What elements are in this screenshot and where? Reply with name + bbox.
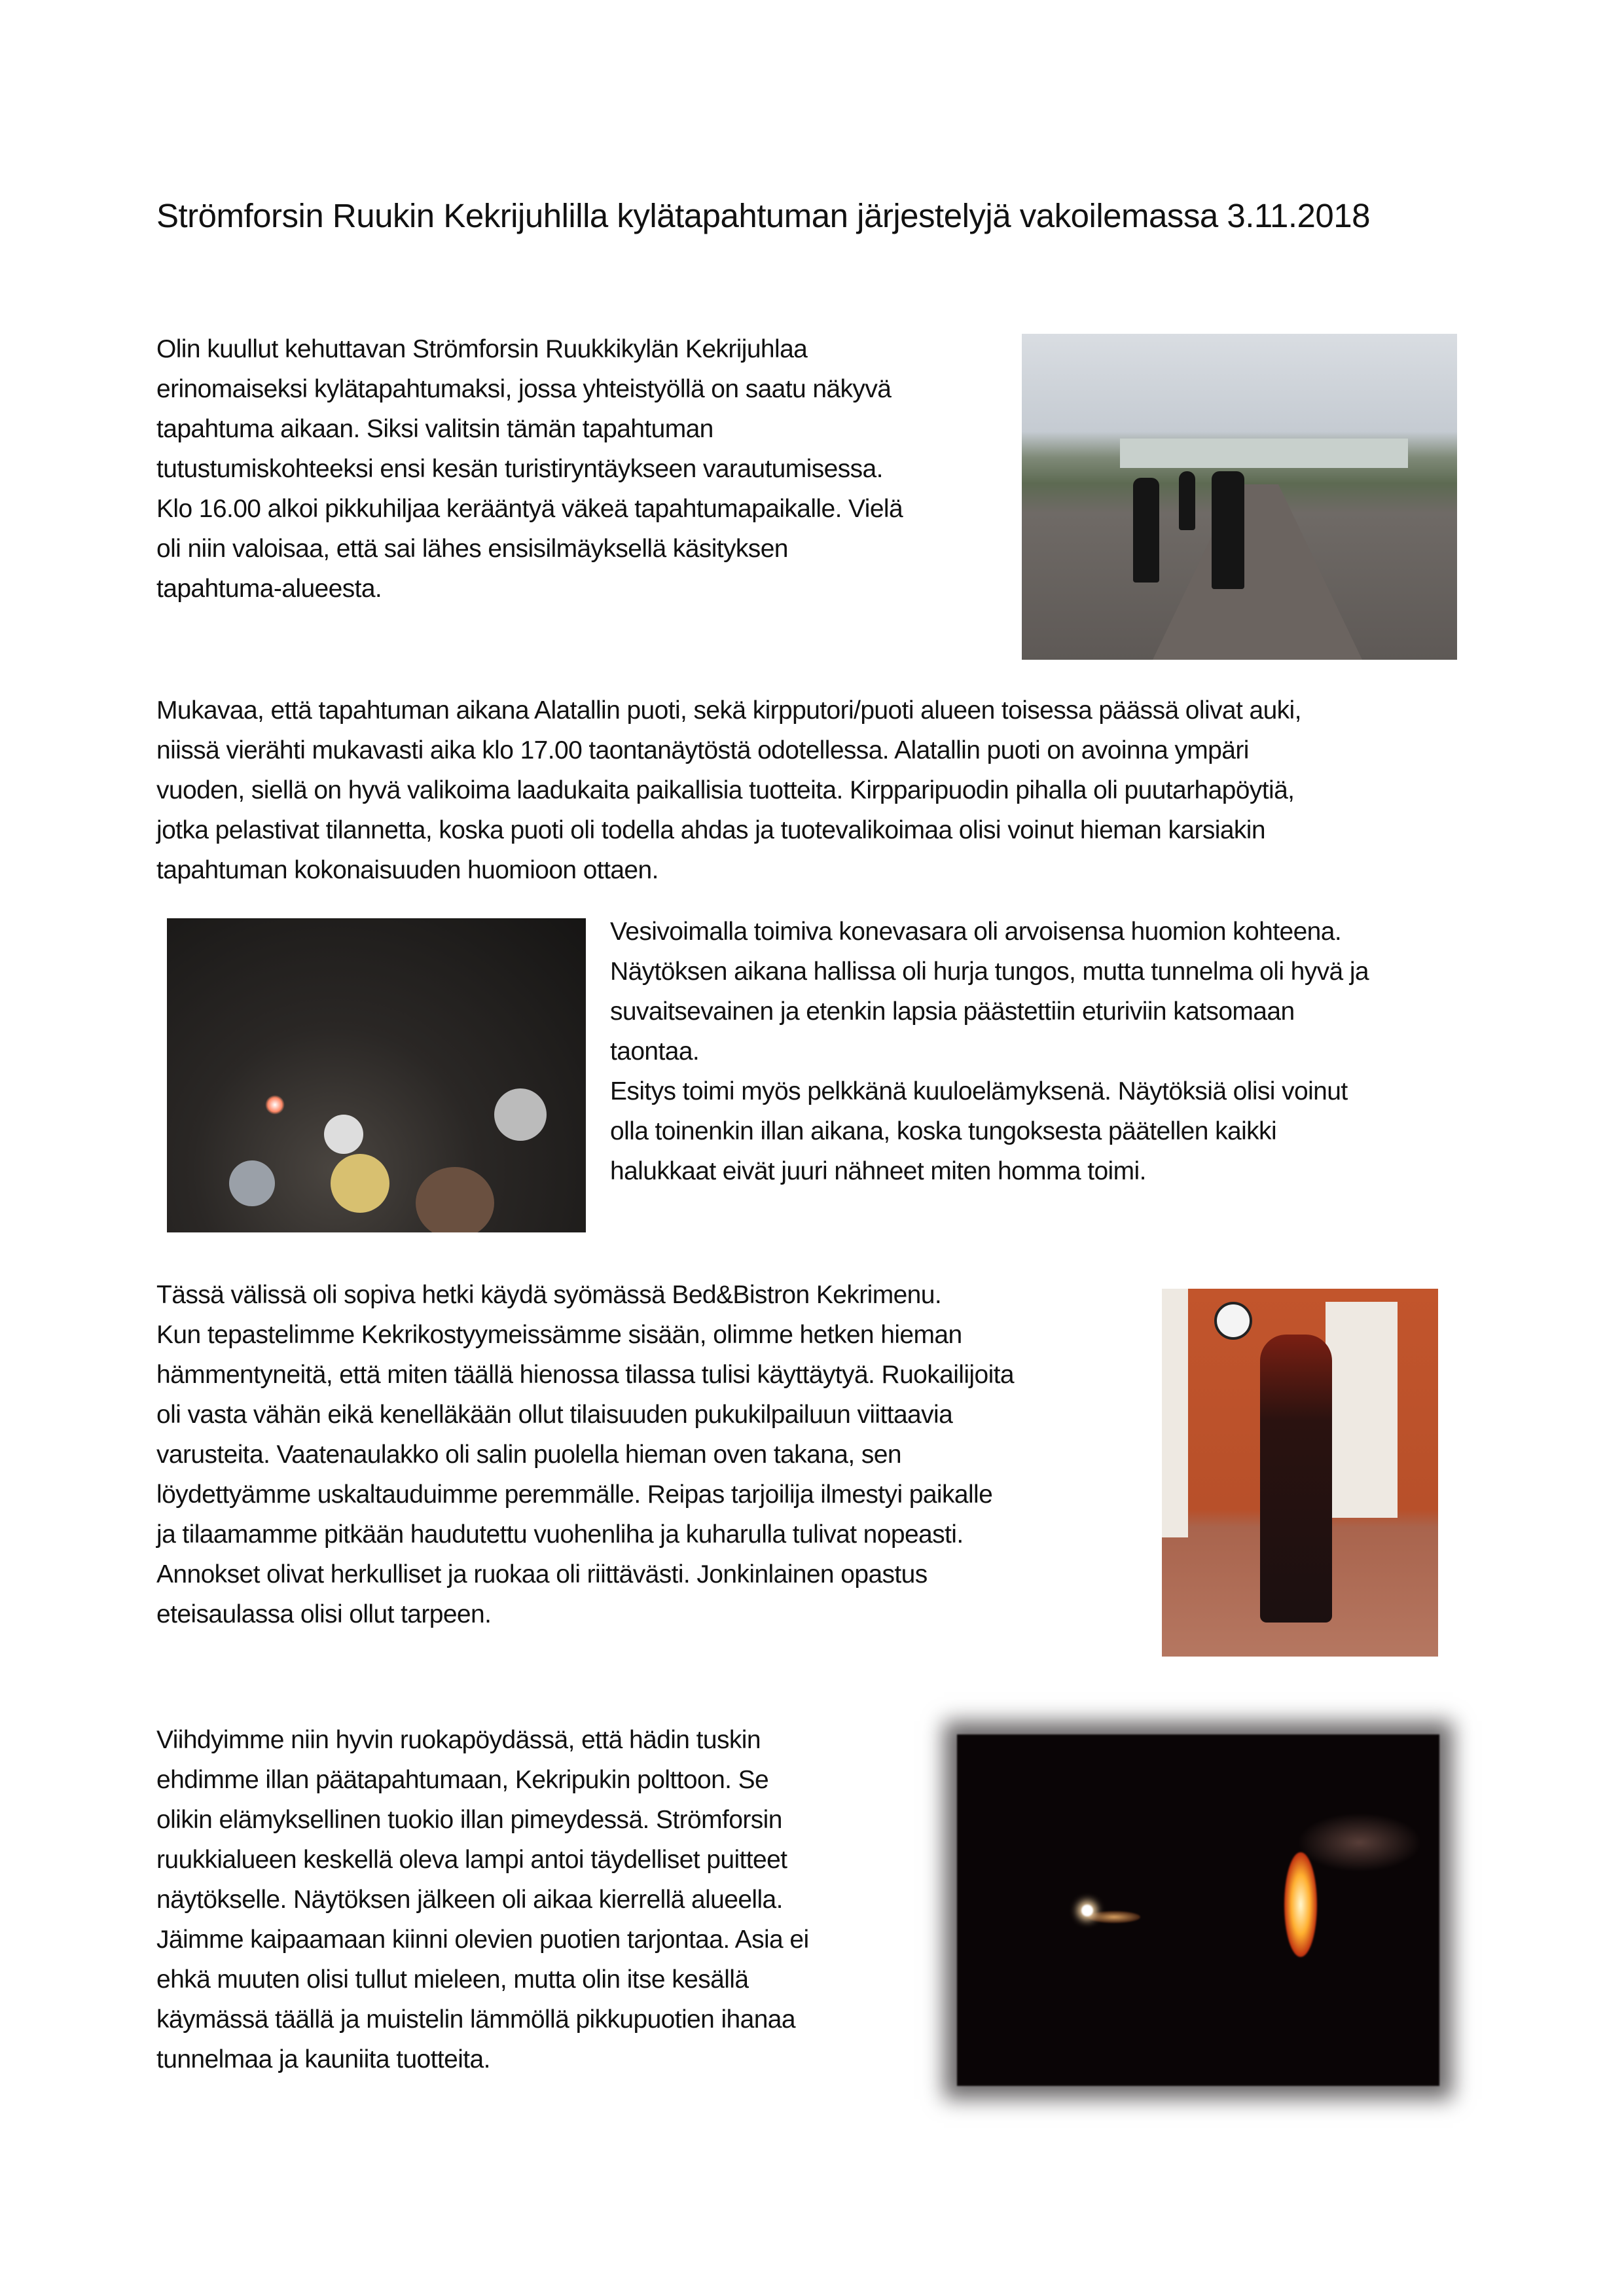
text-line: halukkaat eivät juuri nähneet miten homma toimi. xyxy=(610,1157,1146,1185)
text-line: erinomaiseksi kylätapahtumaksi, jossa yhteistyöllä on saatu näkyvä xyxy=(156,375,892,403)
text-line: Mukavaa, että tapahtuman aikana Alatallin puoti, sekä kirpputori/puoti alueen toisessa päässä olivat auki, xyxy=(156,696,1301,725)
text-line: Olin kuullut kehuttavan Strömforsin Ruukkikylän Kekrijuhlaa xyxy=(156,335,808,363)
page-title: Strömforsin Ruukin Kekrijuhlilla kylätapahtuman järjestelyjä vakoilemassa 3.11.2018 xyxy=(156,197,1370,234)
text-line: tapahtuma-alueesta. xyxy=(156,575,382,603)
text-line: oli niin valoisaa, että sai lähes ensisilmäyksellä käsityksen xyxy=(156,535,788,563)
text-line: olikin elämyksellinen tuokio illan pimeydessä. Strömforsin xyxy=(156,1806,782,1834)
photo-bonfire-night xyxy=(957,1734,1439,2086)
text-line: jotka pelastivat tilannetta, koska puoti oli todella ahdas ja tuotevalikoimaa olisi voinut hieman karsiakin xyxy=(156,816,1265,844)
text-line: eteisaulassa olisi ollut tarpeen. xyxy=(156,1600,492,1628)
text-line: ehdimme illan päätapahtumaan, Kekripukin polttoon. Se xyxy=(156,1766,769,1794)
photo-costume-portrait xyxy=(1162,1289,1438,1657)
text-line: hämmentyneitä, että miten täällä hienossa tilassa tulisi käyttäytyä. Ruokailijoita xyxy=(156,1361,1014,1389)
text-line: Klo 16.00 alkoi pikkuhiljaa kerääntyä väkeä tapahtumapaikalle. Vielä xyxy=(156,495,903,523)
paragraph-forge xyxy=(610,912,1369,1191)
paragraph-shops xyxy=(156,691,1301,890)
text-line: ruukkialueen keskellä oleva lampi antoi täydelliset puitteet xyxy=(156,1846,787,1874)
text-line: löydettyämme uskaltauduimme peremmälle. Reipas tarjoilija ilmestyi paikalle xyxy=(156,1480,993,1509)
paragraph-bonfire xyxy=(156,1720,809,2079)
text-line: oli vasta vähän eikä kenelläkään ollut tilaisuuden pukukilpailuun viittaavia xyxy=(156,1401,953,1429)
text-line: näytökselle. Näytöksen jälkeen oli aikaa kierrellä alueella. xyxy=(156,1886,783,1914)
text-line: taontaa. xyxy=(610,1037,700,1066)
photo-forge-demonstration xyxy=(167,918,586,1232)
text-line: Jäimme kaipaamaan kiinni olevien puotien tarjontaa. Asia ei xyxy=(156,1926,809,1954)
text-line: Vesivoimalla toimiva konevasara oli arvoisensa huomion kohteena. xyxy=(610,918,1342,946)
text-line: varusteita. Vaatenaulakko oli salin puolella hieman oven takana, sen xyxy=(156,1441,901,1469)
text-line: niissä vierähti mukavasti aika klo 17.00 taontanäytöstä odotellessa. Alatallin puoti on avoinna ympäri xyxy=(156,736,1249,764)
text-line: tapahtuman kokonaisuuden huomioon ottaen. xyxy=(156,856,659,884)
text-line: ja tilaamamme pitkään haudutettu vuohenliha ja kuharulla tulivat nopeasti. xyxy=(156,1520,964,1549)
paragraph-intro xyxy=(156,329,903,609)
text-line: tunnelmaa ja kauniita tuotteita. xyxy=(156,2045,490,2073)
text-line: Näytöksen aikana hallissa oli hurja tungos, mutta tunnelma oli hyvä ja xyxy=(610,958,1369,986)
text-line: käymässä täällä ja muistelin lämmöllä pikkupuotien ihanaa xyxy=(156,2005,795,2034)
text-line: tapahtuma aikaan. Siksi valitsin tämän tapahtuman xyxy=(156,415,713,443)
text-line: Kun tepastelimme Kekrikostyymeissämme sisään, olimme hetken hieman xyxy=(156,1321,962,1349)
text-line: Tässä välissä oli sopiva hetki käydä syömässä Bed&Bistron Kekrimenu. xyxy=(156,1281,942,1309)
text-line: tutustumiskohteeksi ensi kesän turistiryntäykseen varautumisessa. xyxy=(156,455,883,483)
paragraph-bistro xyxy=(156,1275,1014,1634)
text-line: suvaitsevainen ja etenkin lapsia päästettiin eturiviin katsomaan xyxy=(610,997,1295,1026)
text-line: Viihdyimme niin hyvin ruokapöydässä, että hädin tuskin xyxy=(156,1726,761,1754)
photo-village-road xyxy=(1022,334,1457,660)
text-line: olla toinenkin illan aikana, koska tungoksesta päätellen kaikki xyxy=(610,1117,1277,1145)
text-line: Annokset olivat herkulliset ja ruokaa oli riittävästi. Jonkinlainen opastus xyxy=(156,1560,928,1588)
text-line: Esitys toimi myös pelkkänä kuuloelämyksenä. Näytöksiä olisi voinut xyxy=(610,1077,1348,1105)
text-line: ehkä muuten olisi tullut mieleen, mutta olin itse kesällä xyxy=(156,1965,749,1994)
text-line: vuoden, siellä on hyvä valikoima laadukaita paikallisia tuotteita. Kirpparipuodin pihalla oli puutarhapöytiä, xyxy=(156,776,1295,804)
